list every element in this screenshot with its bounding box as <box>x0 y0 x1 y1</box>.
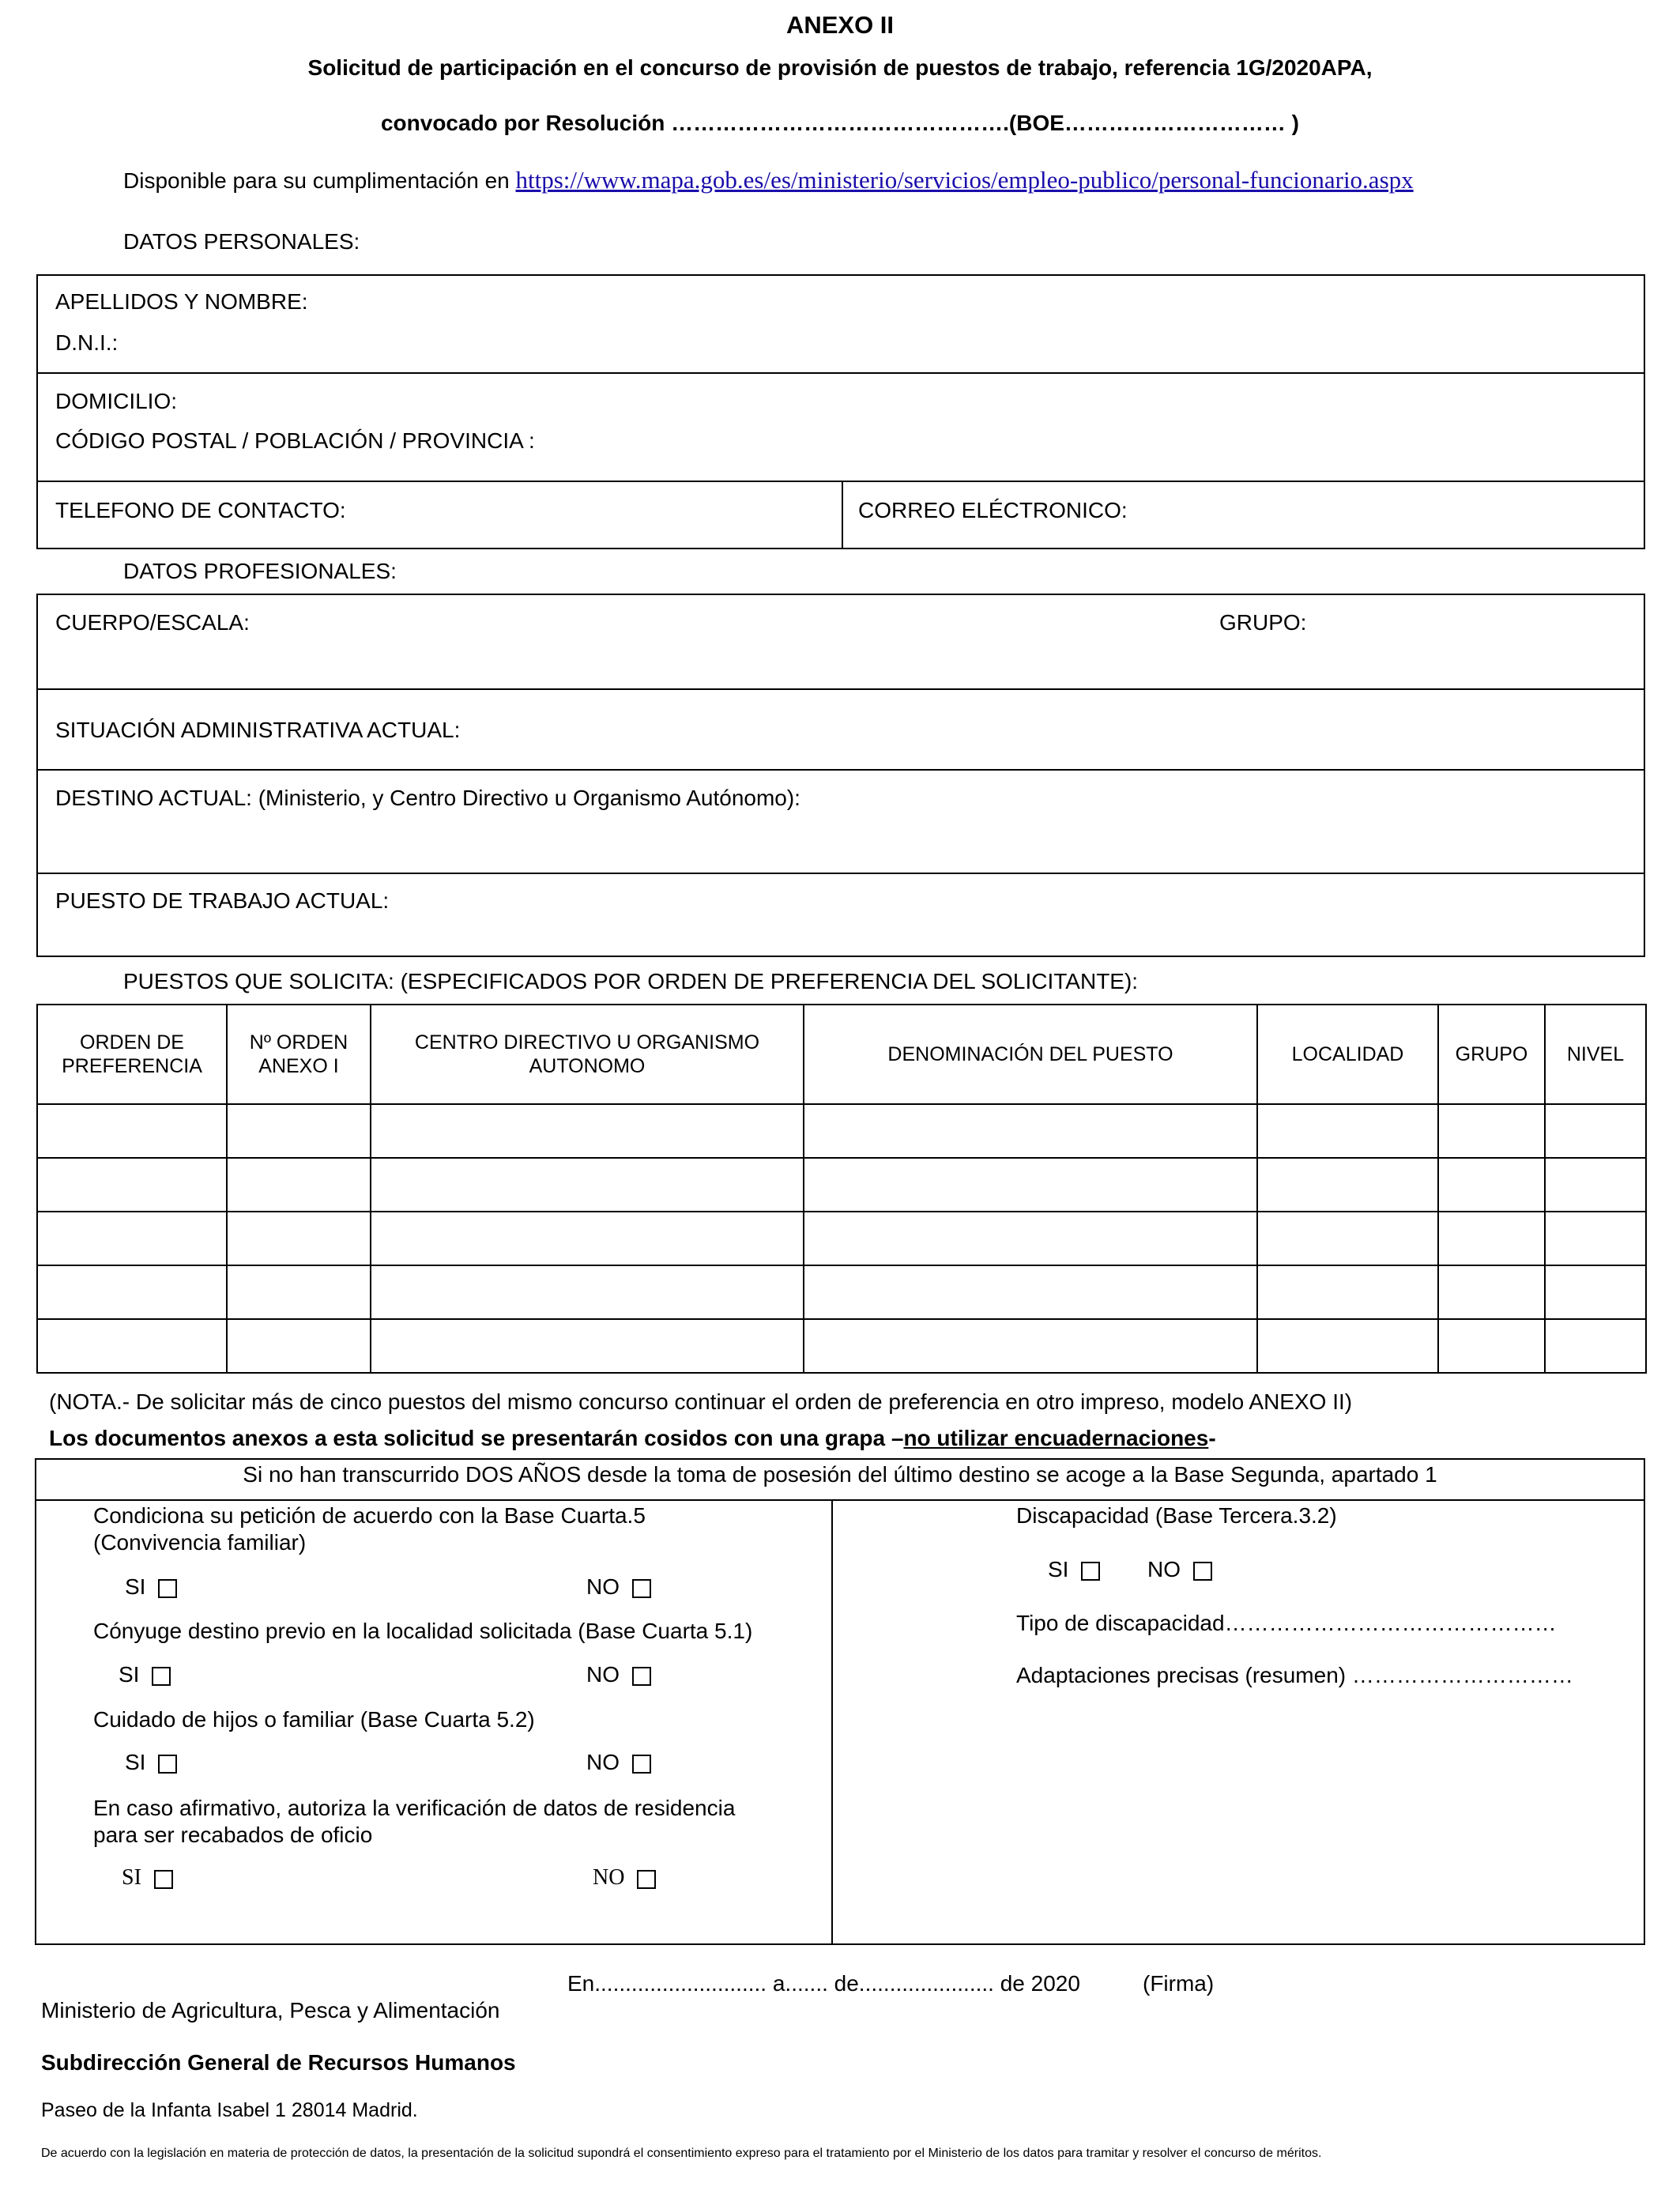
table-cell[interactable] <box>1257 1104 1438 1158</box>
status-label: SITUACIÓN ADMINISTRATIVA ACTUAL: <box>55 718 461 742</box>
divider <box>36 873 1645 874</box>
no-label: NO <box>593 1865 625 1890</box>
q3-no-checkbox[interactable] <box>632 1755 651 1774</box>
date-line: En............................ a....... de...................... de 2020 <box>567 1971 1080 1996</box>
destination-label: DESTINO ACTUAL: (Ministerio, y Centro Directivo u Organismo Autónomo): <box>55 786 800 810</box>
table-cell[interactable] <box>1257 1319 1438 1373</box>
name-label: APELLIDOS Y NOMBRE: <box>55 289 308 314</box>
no-label: NO <box>1147 1557 1181 1581</box>
table-cell[interactable] <box>371 1104 804 1158</box>
table-cell[interactable] <box>371 1265 804 1319</box>
disability-no-checkbox[interactable] <box>1193 1562 1212 1581</box>
subdirection-name: Subdirección General de Recursos Humanos <box>41 2050 516 2075</box>
q3-yes-option <box>125 1750 177 1775</box>
divider <box>36 372 1645 374</box>
yes-label: SI <box>1048 1557 1069 1581</box>
column-header: GRUPO <box>1438 1005 1545 1104</box>
corps-label: CUERPO/ESCALA: <box>55 610 250 635</box>
table-cell[interactable] <box>1438 1104 1545 1158</box>
address-label: DOMICILIO: <box>55 389 178 413</box>
table-cell[interactable] <box>227 1265 371 1319</box>
table-cell[interactable] <box>1545 1265 1646 1319</box>
table-cell[interactable] <box>1438 1265 1545 1319</box>
table-cell[interactable] <box>804 1104 1257 1158</box>
column-header: NIVEL <box>1545 1005 1646 1104</box>
divider <box>35 1499 1645 1501</box>
table-cell[interactable] <box>1438 1212 1545 1265</box>
table-cell[interactable] <box>227 1104 371 1158</box>
table-cell[interactable] <box>1545 1158 1646 1212</box>
table-cell[interactable] <box>1257 1212 1438 1265</box>
personal-section-title: DATOS PERSONALES: <box>123 229 360 254</box>
q1-yes-checkbox[interactable] <box>158 1579 177 1598</box>
postal-label: CÓDIGO POSTAL / POBLACIÓN / PROVINCIA : <box>55 428 535 453</box>
table-cell[interactable] <box>804 1158 1257 1212</box>
table-cell[interactable] <box>804 1265 1257 1319</box>
q4-label-line2: para ser recabados de oficio <box>93 1823 373 1847</box>
form-title: ANEXO II <box>785 11 895 39</box>
disability-no-option <box>1147 1557 1212 1582</box>
column-header: LOCALIDAD <box>1257 1005 1438 1104</box>
group-label: GRUPO: <box>1219 610 1307 635</box>
no-label: NO <box>586 1750 620 1774</box>
table-row <box>37 1319 1646 1373</box>
q1-label-line1: Condiciona su petición de acuerdo con la Base Cuarta.5 <box>93 1503 646 1528</box>
table-row <box>37 1265 1646 1319</box>
table-cell[interactable] <box>227 1319 371 1373</box>
phone-label: TELEFONO DE CONTACTO: <box>55 498 346 522</box>
table-cell[interactable] <box>37 1212 227 1265</box>
table-cell[interactable] <box>371 1158 804 1212</box>
office-address: Paseo de la Infanta Isabel 1 28014 Madrid. <box>41 2099 418 2121</box>
table-cell[interactable] <box>37 1265 227 1319</box>
no-label: NO <box>586 1662 620 1687</box>
table-cell[interactable] <box>1257 1265 1438 1319</box>
disability-label: Discapacidad (Base Tercera.3.2) <box>1016 1503 1337 1528</box>
table-cell[interactable] <box>1438 1319 1545 1373</box>
staple-note-prefix: Los documentos anexos a esta solicitud se presentarán cosidos con una grapa – <box>49 1426 904 1450</box>
staple-note-underlined: no utilizar encuadernaciones <box>903 1426 1209 1450</box>
job-label: PUESTO DE TRABAJO ACTUAL: <box>55 888 390 913</box>
privacy-notice: De acuerdo con la legislación en materia de protección de datos, la presentación de la solicitud supondrá el consentimiento expreso para el tratamiento por el Ministerio de los datos para tramitar y resolver el concurso de méritos. <box>41 2147 1322 2160</box>
table-cell[interactable] <box>37 1104 227 1158</box>
yes-label: SI <box>119 1662 140 1687</box>
q2-yes-option <box>119 1662 171 1687</box>
q2-yes-checkbox[interactable] <box>152 1667 171 1686</box>
signature-label: (Firma) <box>1143 1971 1215 1996</box>
yes-label: SI <box>122 1865 141 1890</box>
divider <box>36 688 1645 690</box>
form-subtitle-line2: convocado por Resolución ……………………………………….(BOE………………………… ) <box>380 111 1300 135</box>
disability-type-label: Tipo de discapacidad……………………………………… <box>1016 1611 1557 1635</box>
table-row <box>37 1104 1646 1158</box>
q4-yes-option <box>122 1865 173 1891</box>
table-cell[interactable] <box>1545 1104 1646 1158</box>
table-cell[interactable] <box>804 1212 1257 1265</box>
yes-label: SI <box>125 1574 146 1599</box>
table-cell[interactable] <box>1438 1158 1545 1212</box>
table-header-row <box>37 1005 1646 1104</box>
column-header: Nº ORDEN ANEXO I <box>227 1005 371 1104</box>
divider <box>36 481 1645 482</box>
table-cell[interactable] <box>1545 1319 1646 1373</box>
disability-yes-option <box>1048 1557 1100 1582</box>
table-cell[interactable] <box>227 1158 371 1212</box>
two-years-text: Si no han transcurrido DOS AÑOS desde la toma de posesión del último destino se acoge a la Base Segunda, apartado 1 <box>243 1462 1437 1487</box>
q1-yes-option <box>125 1574 177 1600</box>
table-cell[interactable] <box>227 1212 371 1265</box>
table-cell[interactable] <box>371 1212 804 1265</box>
table-cell[interactable] <box>804 1319 1257 1373</box>
table-row <box>37 1212 1646 1265</box>
q1-no-checkbox[interactable] <box>632 1579 651 1598</box>
divider <box>36 769 1645 771</box>
table-row <box>37 1158 1646 1212</box>
table-cell[interactable] <box>37 1158 227 1212</box>
q3-label: Cuidado de hijos o familiar (Base Cuarta 5.2) <box>93 1707 535 1732</box>
column-header: DENOMINACIÓN DEL PUESTO <box>804 1005 1257 1104</box>
q4-no-option <box>593 1865 656 1891</box>
dni-label: D.N.I.: <box>55 330 119 355</box>
q2-no-option <box>586 1662 651 1687</box>
form-subtitle-line1: Solicitud de participación en el concurso de provisión de puestos de trabajo, referencia 1G/2020APA, <box>307 55 1373 80</box>
q1-label-line2: (Convivencia familiar) <box>93 1530 307 1555</box>
professional-section-title: DATOS PROFESIONALES: <box>123 559 397 583</box>
availability-text <box>123 166 1414 194</box>
staple-note-suffix: - <box>1208 1426 1216 1450</box>
adaptations-label: Adaptaciones precisas (resumen) ………………………… <box>1016 1663 1573 1687</box>
email-label: CORREO ELÉCTRONICO: <box>858 498 1128 522</box>
table-cell[interactable] <box>1257 1158 1438 1212</box>
q4-yes-checkbox[interactable] <box>154 1870 173 1889</box>
q3-yes-checkbox[interactable] <box>158 1755 177 1774</box>
availability-prefix: Disponible para su cumplimentación en <box>123 168 510 193</box>
divider <box>831 1499 833 1945</box>
positions-table <box>36 1004 1647 1374</box>
positions-section-title: PUESTOS QUE SOLICITA: (ESPECIFICADOS POR ORDEN DE PREFERENCIA DEL SOLICITANTE): <box>123 969 1139 993</box>
yes-label: SI <box>125 1750 146 1774</box>
note-text: (NOTA.- De solicitar más de cinco puestos del mismo concurso continuar el orden de preferencia en otro impreso, modelo ANEXO II) <box>49 1389 1353 1414</box>
disability-yes-checkbox[interactable] <box>1081 1562 1100 1581</box>
q3-no-option <box>586 1750 651 1775</box>
ministry-name: Ministerio de Agricultura, Pesca y Alimentación <box>41 1998 500 2022</box>
q2-label: Cónyuge destino previo en la localidad solicitada (Base Cuarta 5.1) <box>93 1619 753 1643</box>
no-label: NO <box>586 1574 620 1599</box>
column-header: CENTRO DIRECTIVO U ORGANISMO AUTONOMO <box>371 1005 804 1104</box>
staple-note <box>49 1426 1216 1451</box>
q1-no-option <box>586 1574 651 1600</box>
table-cell[interactable] <box>37 1319 227 1373</box>
availability-link[interactable]: https://www.mapa.gob.es/es/ministerio/servicios/empleo-publico/personal-funcionario.aspx <box>515 166 1414 194</box>
q4-no-checkbox[interactable] <box>637 1870 656 1889</box>
column-header: ORDEN DE PREFERENCIA <box>37 1005 227 1104</box>
table-cell[interactable] <box>1545 1212 1646 1265</box>
table-cell[interactable] <box>371 1319 804 1373</box>
q4-label-line1: En caso afirmativo, autoriza la verificación de datos de residencia <box>93 1796 736 1820</box>
divider <box>842 481 843 549</box>
q2-no-checkbox[interactable] <box>632 1667 651 1686</box>
